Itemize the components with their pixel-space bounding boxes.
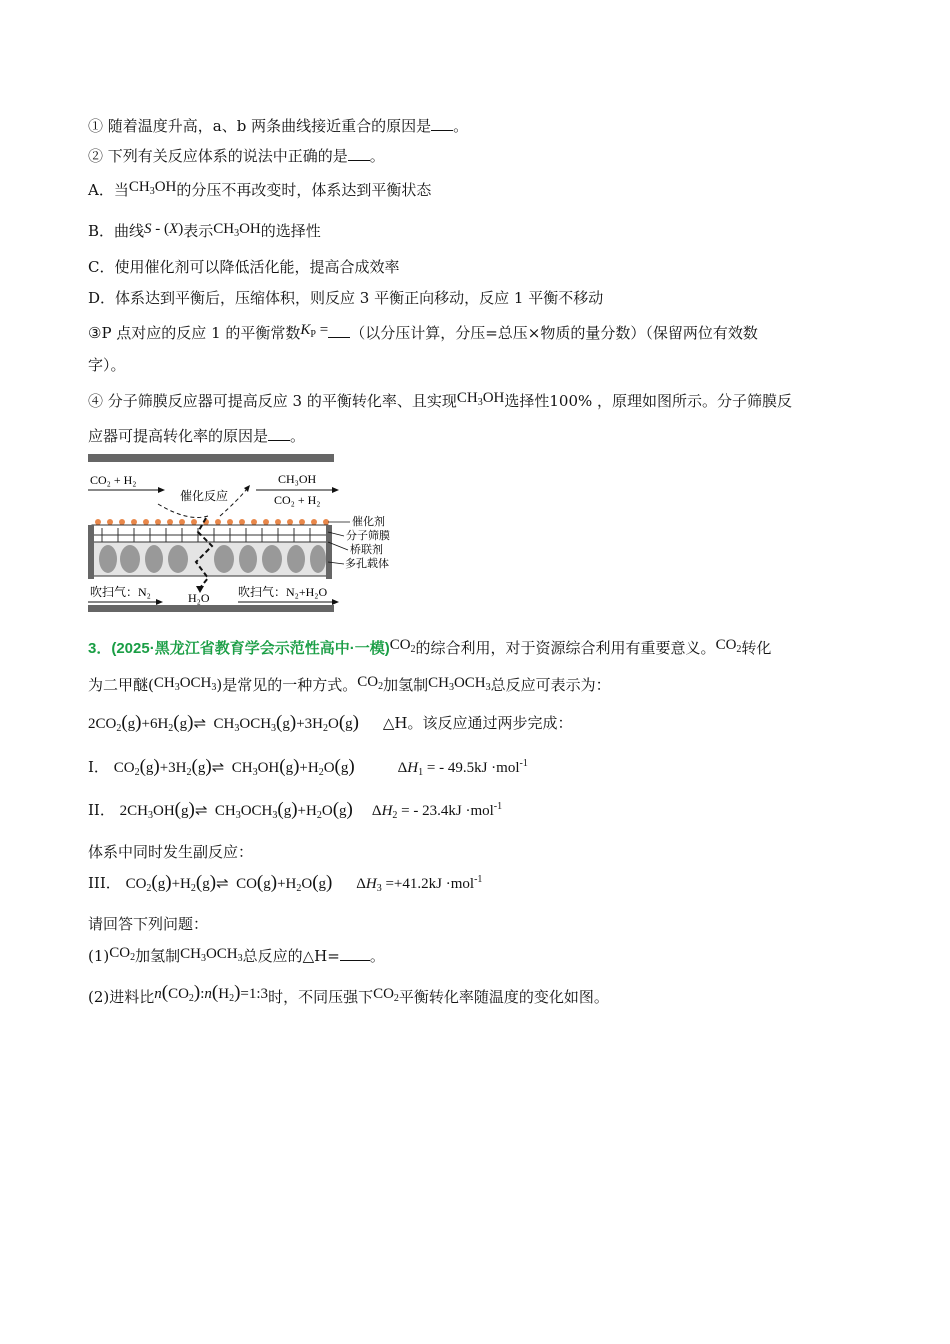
reaction-3-enthalpy: $\Delta H_3 =+41.2kJ \cdot mol^{-1}$ — [356, 874, 483, 894]
membrane-label: 分子筛膜 — [346, 530, 390, 542]
molecular-sieve-membrane — [92, 525, 328, 535]
reactor-top-wall — [88, 454, 334, 462]
co2-formula: $CO_2$ — [109, 945, 136, 963]
catalyst-layer — [95, 519, 329, 525]
q3-intro-end: 转化 — [741, 639, 772, 657]
option-b-mid: 表示 — [183, 222, 214, 240]
ch3oh-formula: $CH_3OH$ — [128, 179, 177, 197]
q2-item4-post: 选择性100% ，原理如图所示。分子筛膜反 — [504, 392, 793, 410]
reaction-1 — [88, 757, 528, 778]
outlet-product-label: CH₃OH — [278, 472, 317, 486]
co2-formula: $CO_2$ — [715, 637, 742, 655]
reaction-1-equation: $CO_2(g)+3H_2(g)\rightleftharpoons$ $CH_3OH(g)+H_2O(g)$ — [113, 756, 355, 778]
q2-item4 — [88, 391, 792, 412]
reaction-3-label: III． — [88, 874, 121, 892]
q3-line2-mid: )是常见的一种方式。 — [216, 676, 358, 694]
option-c: C．使用催化剂可以降低活化能，提高合成效率 — [88, 258, 400, 276]
reaction-3 — [88, 873, 482, 894]
option-b — [88, 221, 321, 242]
q3-line2-pre: 为二甲醚( — [88, 676, 154, 694]
answer-blank[interactable] — [348, 146, 370, 161]
reactor-bottom-wall — [88, 605, 334, 612]
answer-blank[interactable] — [268, 426, 290, 441]
q2-item3-post: （以分压计算，分压=总压×物质的量分数）（保留两位有效数 — [350, 324, 758, 342]
q3-line2-end: 总反应可表示为： — [490, 676, 611, 694]
q3-sub1 — [88, 946, 385, 967]
total-reaction — [88, 713, 572, 734]
dme-formula: $CH_3OCH_3$ — [428, 675, 491, 693]
q2-item4-line2 — [88, 426, 305, 446]
q3-sub2-mid: 时，不同压强下 — [268, 988, 374, 1006]
reaction-2 — [88, 800, 502, 821]
q2-item4-line2-text: 应器可提高转化率的原因是 — [88, 427, 269, 445]
option-d: D．体系达到平衡后，压缩体积，则反应 3 平衡正向移动，反应 1 平衡不移动 — [88, 289, 604, 307]
co2-formula: $CO_2$ — [357, 674, 384, 692]
q2-item2 — [88, 146, 385, 166]
q3-ask: 请回答下列问题： — [88, 915, 209, 933]
catalytic-reaction-label: 催化反应 — [180, 489, 229, 503]
q3-sub2 — [88, 982, 609, 1008]
q3-sub2-label: (2)进料比 — [88, 988, 155, 1006]
q3-line2-mid2: 加氢制 — [383, 676, 429, 694]
q3-sub1-label: (1) — [88, 947, 110, 965]
q2-item2-end: 。 — [369, 147, 385, 165]
selectivity-symbol: S - (X) — [144, 221, 184, 237]
dme-formula: $CH_3OCH_3$ — [153, 675, 217, 693]
sweep-out-label: 吹扫气：N₂+H₂O — [238, 585, 328, 599]
q3-source: (2025·黑龙江省教育学会示范性高中·一模) — [111, 640, 390, 657]
q3-sub2-post: 平衡转化率随温度的变化如图。 — [398, 988, 609, 1006]
q2-item1 — [88, 116, 468, 136]
side-reaction-intro: 体系中同时发生副反应： — [88, 843, 254, 861]
reaction-2-enthalpy: $\Delta H_2$ = - 23.4kJ ·mol$^{-1}$ — [371, 801, 503, 821]
bridge-label: 桥联剂 — [350, 544, 383, 556]
q2-item3-line2: 字）。 — [88, 356, 126, 374]
q3-sub1-mid: 加氢制 — [135, 947, 181, 965]
catalyst-label: 催化剂 — [352, 516, 385, 528]
water-label: H₂O — [188, 591, 210, 605]
q3-sub1-end: 。 — [369, 947, 385, 965]
reaction-1-label: I． — [88, 758, 109, 776]
answer-blank[interactable] — [340, 946, 370, 961]
co2-formula: $CO_2$ — [373, 986, 399, 1004]
q3-line2 — [88, 675, 611, 696]
option-b-label: B．曲线 — [88, 222, 145, 240]
q2-item1-text: ① 随着温度升高，a、b 两条曲线接近重合的原因是 — [88, 117, 432, 135]
q2-item4-end: 。 — [290, 427, 306, 445]
ch3oh-formula: $CH_3OH$ — [456, 390, 505, 408]
q3-line1 — [88, 638, 771, 659]
q3-number: 3． — [88, 640, 112, 657]
option-b-text: 的选择性 — [260, 222, 321, 240]
q3-intro: 的综合利用，对于资源综合利用有重要意义。 — [415, 639, 716, 657]
q2-item3 — [88, 323, 758, 344]
q2-item2-text: ② 下列有关反应体系的说法中正确的是 — [88, 147, 348, 165]
q2-item4-text: ④ 分子筛膜反应器可提高反应 3 的平衡转化率、且实现 — [88, 392, 457, 410]
q2-item1-end: 。 — [453, 117, 469, 135]
porous-label: 多孔载体 — [345, 558, 389, 570]
co2-formula: $CO_2$ — [389, 637, 416, 655]
ch3oh-formula: $CH_3OH$ — [213, 221, 261, 239]
inlet-label: CO₂ + H₂ — [90, 473, 137, 487]
option-a-label: A．当 — [88, 181, 129, 199]
reaction-3-equation: $CO_2(g)+H_2(g)\rightleftharpoons$ $CO(g)+H_2O(g)$ — [125, 872, 333, 894]
answer-blank[interactable] — [328, 323, 350, 338]
kp-symbol: $K_P$ = — [300, 322, 329, 340]
outlet-reactant-label: CO₂ + H₂ — [274, 493, 321, 507]
reaction-2-label: II． — [88, 801, 115, 819]
reaction-1-enthalpy: $\Delta H_1$ = - 49.5kJ ·mol$^{-1}$ — [397, 758, 528, 778]
membrane-reactor-diagram — [88, 452, 408, 612]
sweep-in-label: 吹扫气：N₂ — [90, 585, 151, 599]
option-a — [88, 180, 431, 201]
q2-item3-text: ③P 点对应的反应 1 的平衡常数 — [88, 324, 301, 342]
answer-blank[interactable] — [431, 116, 453, 131]
feed-ratio: $n(CO_2):n(H_2)=1:3$ — [154, 982, 269, 1004]
reaction-2-equation: $2CH_3OH(g)\rightleftharpoons$ $CH_3OCH_3(g)+H_2O(g)$ — [119, 799, 353, 821]
dme-formula: $CH_3OCH_3$ — [180, 946, 243, 964]
q3-sub1-post: 总反应的△H= — [242, 947, 340, 965]
total-reaction-equation: $2CO_2(g)+6H_2(g)\rightleftharpoons$ $CH_3OCH_3(g)+3H_2O(g)$ — [88, 712, 359, 734]
total-reaction-tail: △H。该反应通过两步完成： — [382, 714, 573, 732]
option-a-text: 的分压不再改变时，体系达到平衡状态 — [176, 181, 432, 199]
